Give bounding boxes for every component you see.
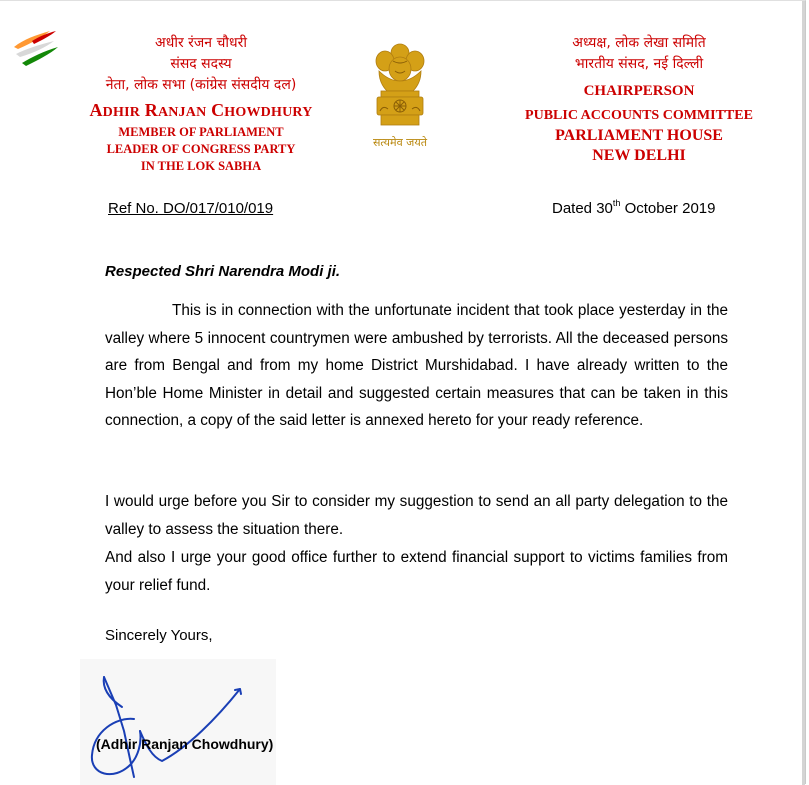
parliament-house: PARLIAMENT HOUSE [555, 127, 723, 144]
closing: Sincerely Yours, [105, 627, 213, 644]
letterhead-left [72, 33, 330, 175]
date-rest: October 2019 [620, 200, 716, 217]
lion-capital-icon [365, 41, 435, 133]
hindi-title: संसद सदस्य [170, 56, 232, 72]
sender-name: ADHIR RANJAN CHOWDHURY [89, 100, 313, 120]
national-emblem [360, 41, 440, 153]
sender-line-1: MEMBER OF PARLIAMENT [118, 125, 284, 139]
signature-area [80, 659, 276, 785]
hindi-name: अधीर रंजन चौधरी [155, 35, 247, 51]
reference-number: Ref No. DO/017/010/019 [108, 200, 274, 217]
hindi-chair-line-1: अध्यक्ष, लोक लेखा समिति [572, 35, 706, 51]
signature-name: (Adhir Ranjan Chowdhury) [96, 736, 274, 752]
committee-name: PUBLIC ACCOUNTS COMMITTEE [525, 108, 753, 123]
city-name: NEW DELHI [592, 147, 686, 164]
hindi-chair-line-2: भारतीय संसद, नई दिल्ली [574, 56, 704, 72]
letterhead-right [510, 33, 768, 166]
body-paragraph-1: This is in connection with the unfortunate incident that took place yesterday in the valley where 5 innocent countrymen were ambushed by terrorists. All the deceased persons are from Bengal and from my home District Murshidabad. I have already written to the Hon’ble Home Minister in detail and suggested certain measures that can be taken in this connection, a copy of the said letter is annexed hereto for your ready reference. [105, 302, 728, 429]
salutation: Respected Shri Narendra Modi ji. [105, 263, 341, 280]
chairperson-title: CHAIRPERSON [583, 83, 695, 99]
emblem-motto: सत्यमेव जयते [372, 136, 427, 149]
body-paragraph-2: I would urge before you Sir to consider my suggestion to send an all party delegation to the valley to assess the situation there. [105, 493, 728, 538]
sender-line-2: LEADER OF CONGRESS PARTY [106, 142, 296, 156]
letter-date [552, 200, 715, 217]
hindi-party: नेता, लोक सभा (कांग्रेस संसदीय दल) [105, 77, 297, 93]
sender-line-3: IN THE LOK SABHA [140, 159, 262, 173]
body-paragraph-3: And also I urge your good office further to extend financial support to victims families from your relief fund. [105, 549, 728, 594]
date-prefix: Dated 30 [552, 200, 613, 217]
date-suffix: th [612, 198, 621, 208]
congress-flag-logo [10, 27, 62, 69]
handwritten-signature [80, 659, 276, 785]
page-edge [802, 1, 805, 785]
